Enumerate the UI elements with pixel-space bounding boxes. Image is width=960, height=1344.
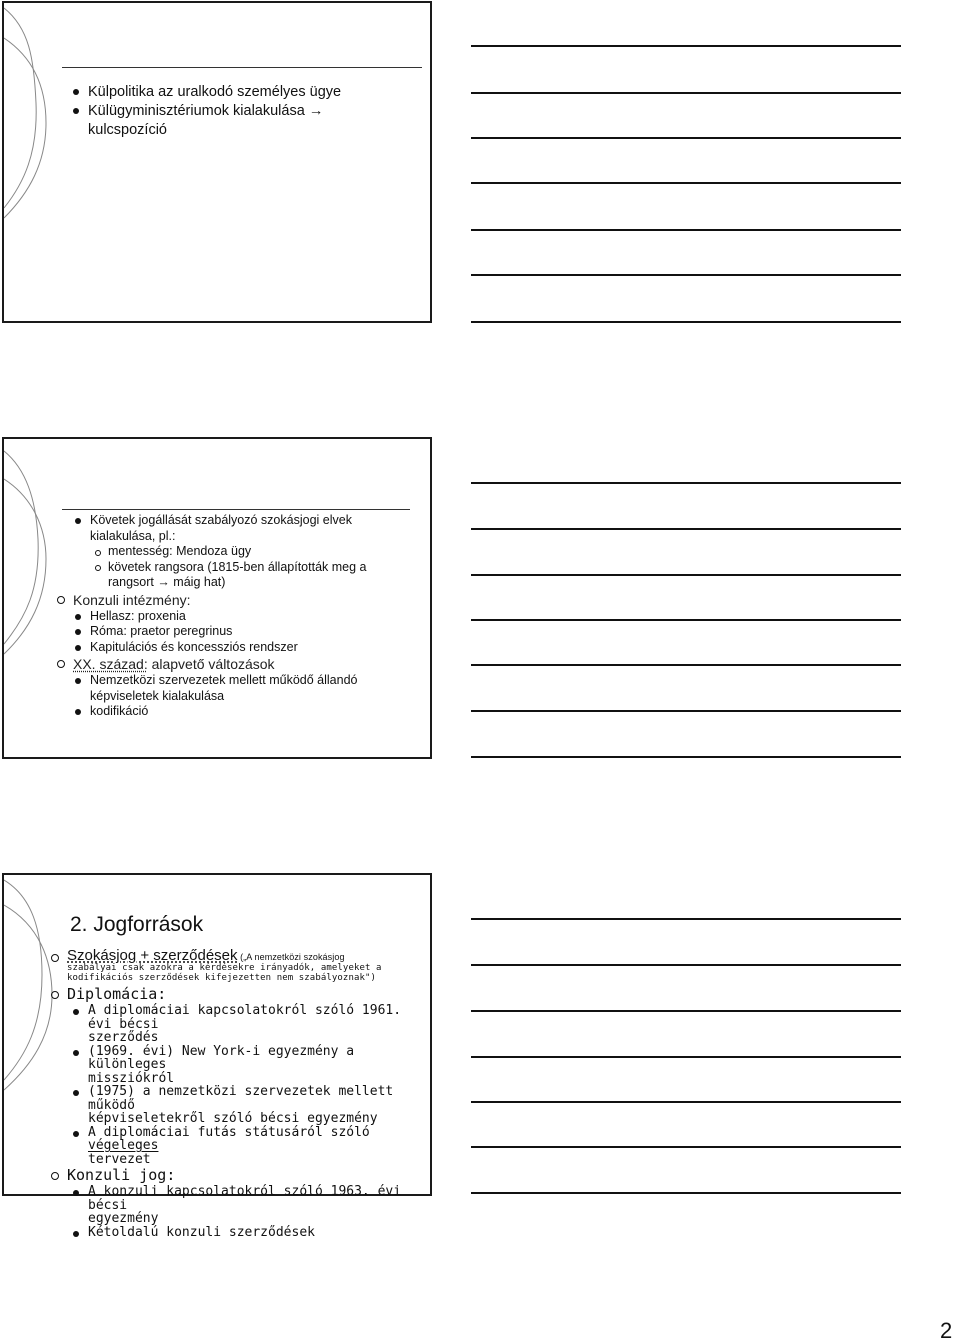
note-line bbox=[471, 1010, 901, 1012]
bullet-item: Nemzetközi szervezetek mellett működő állandó bbox=[90, 673, 418, 689]
slide-3-title: 2. Jogforrások bbox=[70, 913, 204, 936]
bullet-continuation: tervezet bbox=[88, 1151, 151, 1167]
bullet-continuation: képviseletekről szóló bécsi egyezmény bbox=[88, 1111, 378, 1126]
title-rule bbox=[62, 509, 410, 510]
xx-szazad-rest: alapvető változások bbox=[147, 656, 275, 672]
note-line bbox=[471, 92, 901, 94]
note-line bbox=[471, 710, 901, 712]
bullet-item: Kapitulációs és koncessziós rendszer bbox=[90, 640, 418, 656]
note-line bbox=[471, 574, 901, 576]
bullet-item: Kétoldalú konzuli szerződések bbox=[88, 1226, 412, 1240]
note-line bbox=[471, 45, 901, 47]
sub-bullet-item: követek rangsora (1815-ben állapították meg a bbox=[108, 560, 418, 576]
note-line bbox=[471, 1101, 901, 1103]
slide-1-decoration bbox=[4, 3, 430, 321]
bullet-item: A diplomáciai kapcsolatokról szóló 1961. évi bécsi bbox=[88, 1004, 412, 1031]
note-line bbox=[471, 182, 901, 184]
bullet-continuation: kulcspozíció bbox=[88, 122, 167, 138]
section-konzuli: Konzuli intézmény: bbox=[73, 591, 418, 609]
bullet-item: Követek jogállását szabályozó szokásjogi elvek bbox=[90, 513, 418, 529]
xx-szazad-link: XX. század: bbox=[73, 656, 148, 672]
note-line bbox=[471, 964, 901, 966]
szokasjog-note-line: szabályai csak azokra a kérdésekre irányadók, amelyeket a bbox=[67, 963, 382, 973]
note-line bbox=[471, 664, 901, 666]
bullet-continuation: missziókról bbox=[88, 1070, 175, 1086]
section-konzuli-jog: Konzuli jog: bbox=[67, 1166, 412, 1185]
note-line bbox=[471, 274, 901, 276]
slide-1 bbox=[2, 1, 432, 323]
dipl-4-text: A diplomáciai futás státusáról szóló bbox=[88, 1124, 370, 1140]
note-line bbox=[471, 1192, 901, 1194]
bullet-continuation: szerződés bbox=[88, 1030, 159, 1045]
bullet-continuation: képviseletek kialakulása bbox=[90, 688, 225, 703]
bullet-item: (1975) a nemzetközi szervezetek mellett működő bbox=[88, 1085, 412, 1112]
bullet-item: Külpolitika az uralkodó személyes ügye bbox=[88, 84, 342, 100]
szokasjog-note: („A nemzetközi szokásjog bbox=[237, 952, 345, 962]
sub-bullet-item: mentesség: Mendoza ügy bbox=[108, 544, 418, 560]
section-diplomacia: Diplomácia: bbox=[67, 985, 412, 1004]
bullet-item: Hellasz: proxenia bbox=[90, 609, 418, 625]
section-xx-szazad bbox=[73, 655, 418, 673]
slide-1-content bbox=[88, 83, 341, 140]
bullet-continuation: egyezmény bbox=[88, 1211, 159, 1226]
note-line bbox=[471, 482, 901, 484]
bullet-item: kodifikáció bbox=[90, 704, 418, 720]
bullet-item: (1969. évi) New York-i egyezmény a különleges bbox=[88, 1045, 412, 1072]
note-line bbox=[471, 756, 901, 758]
note-line bbox=[471, 528, 901, 530]
note-line bbox=[471, 321, 901, 323]
szokasjog-label: Szokásjog + szerződések bbox=[67, 947, 238, 964]
title-rule bbox=[62, 67, 422, 68]
sub-bullet-continuation: rangsort → máig hat) bbox=[108, 575, 226, 589]
bullet-item bbox=[88, 1126, 412, 1153]
bullet-item: Róma: praetor peregrinus bbox=[90, 624, 418, 640]
note-line bbox=[471, 1146, 901, 1148]
bullet-item: Külügyminisztériumok kialakulása → bbox=[88, 102, 341, 121]
bullet-item: A konzuli kapcsolatokról szóló 1963. évi bécsi bbox=[88, 1185, 412, 1212]
dipl-4-underlined: végeleges bbox=[88, 1138, 159, 1153]
note-line bbox=[471, 619, 901, 621]
page-number: 2 bbox=[940, 1318, 953, 1343]
note-line bbox=[471, 918, 901, 920]
slide-2-content bbox=[58, 513, 418, 720]
szokasjog-note-line: kodifikációs szerződések kifejezetten nem szabályoznak") bbox=[67, 972, 377, 983]
note-line bbox=[471, 1056, 901, 1058]
slide-3-content bbox=[52, 948, 412, 1239]
note-line bbox=[471, 229, 901, 231]
bullet-continuation: kialakulása, pl.: bbox=[90, 528, 176, 543]
note-line bbox=[471, 137, 901, 139]
section-szokasjog bbox=[67, 948, 412, 964]
